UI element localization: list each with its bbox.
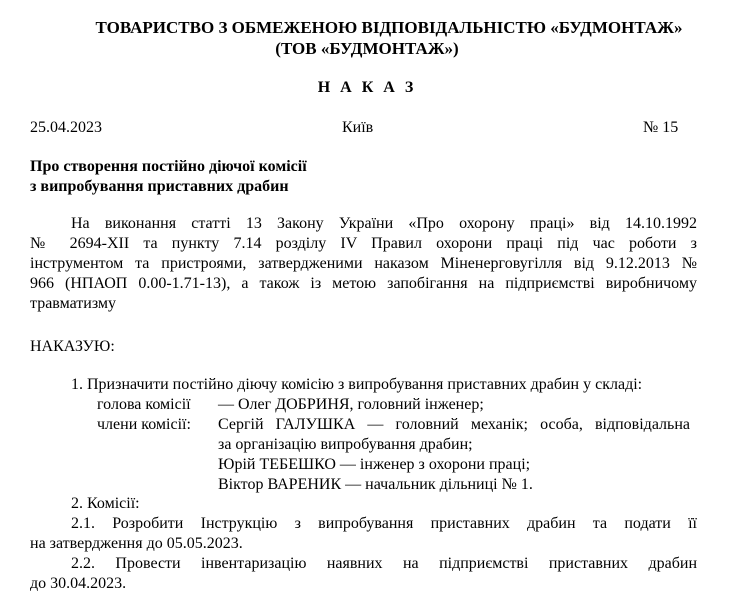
item-1: 1. Призначити постійно діючу комісію з випробування приставних драбин у складі: — [71, 376, 643, 393]
chair-value: — Олег ДОБРИНЯ, головний інженер; — [218, 396, 484, 413]
member-3: Віктор ВАРЕНИК — начальник дільниці № 1. — [218, 476, 533, 493]
order-city: Київ — [342, 119, 374, 136]
order-word: НАКАЗУЮ: — [30, 338, 115, 355]
item-2-2-line-1: 2.2. Провести інвентаризацію наявних на підприємстві приставних драбин — [71, 555, 697, 572]
members-label: члени комісії: — [97, 416, 191, 433]
item-2-2 — [30, 554, 697, 594]
item-2-2-line-2: до 30.04.2023. — [30, 575, 127, 592]
preamble-line: № 2694-XII та пункту 7.14 розділу IV Правил охорони праці під час роботи з — [30, 235, 697, 252]
item-2-1-line-2: на затвердження до 05.05.2023. — [30, 535, 243, 552]
order-subject-line-1: Про створення постійно діючої комісії — [30, 158, 307, 175]
order-subject-line-2: з випробування приставних драбин — [30, 178, 289, 195]
order-title: Н А К А З — [317, 79, 417, 96]
preamble-line: інструментом та пристроями, затвердженими наказом Міненерговугілля від 9.12.2013 № — [30, 255, 697, 272]
order-date: 25.04.2023 — [30, 119, 102, 136]
organization-short-name: (ТОВ «БУДМОНТАЖ») — [275, 39, 459, 58]
chair-label: голова комісії — [97, 396, 191, 413]
member-2: Юрій ТЕБЕШКО — інженер з охорони праці; — [218, 456, 531, 473]
member-1-line-1: Сергій ГАЛУШКА — головний механік; особа, відповідальна — [218, 416, 690, 433]
preamble-line: травматизму — [30, 295, 117, 312]
preamble-line: На виконання статті 13 Закону України «Про охорону праці» від 14.10.1992 — [71, 215, 697, 232]
preamble-line: 966 (НПАОП 0.00-1.71-13), а також із метою запобігання на підприємстві виробничому — [30, 275, 697, 292]
order-number: № 15 — [643, 119, 679, 136]
item-2-1-line-1: 2.1. Розробити Інструкцію з випробування приставних драбин та подати її — [71, 515, 697, 532]
item-2-1 — [30, 514, 697, 554]
member-1-line-2: за організацію випробування драбин; — [218, 436, 473, 453]
member-1 — [218, 415, 690, 455]
item-2: 2. Комісії: — [71, 495, 140, 512]
preamble-paragraph — [30, 214, 697, 314]
organization-full-name: ТОВАРИСТВО З ОБМЕЖЕНОЮ ВІДПОВІДАЛЬНІСТЮ «БУДМОНТАЖ» — [95, 18, 683, 37]
